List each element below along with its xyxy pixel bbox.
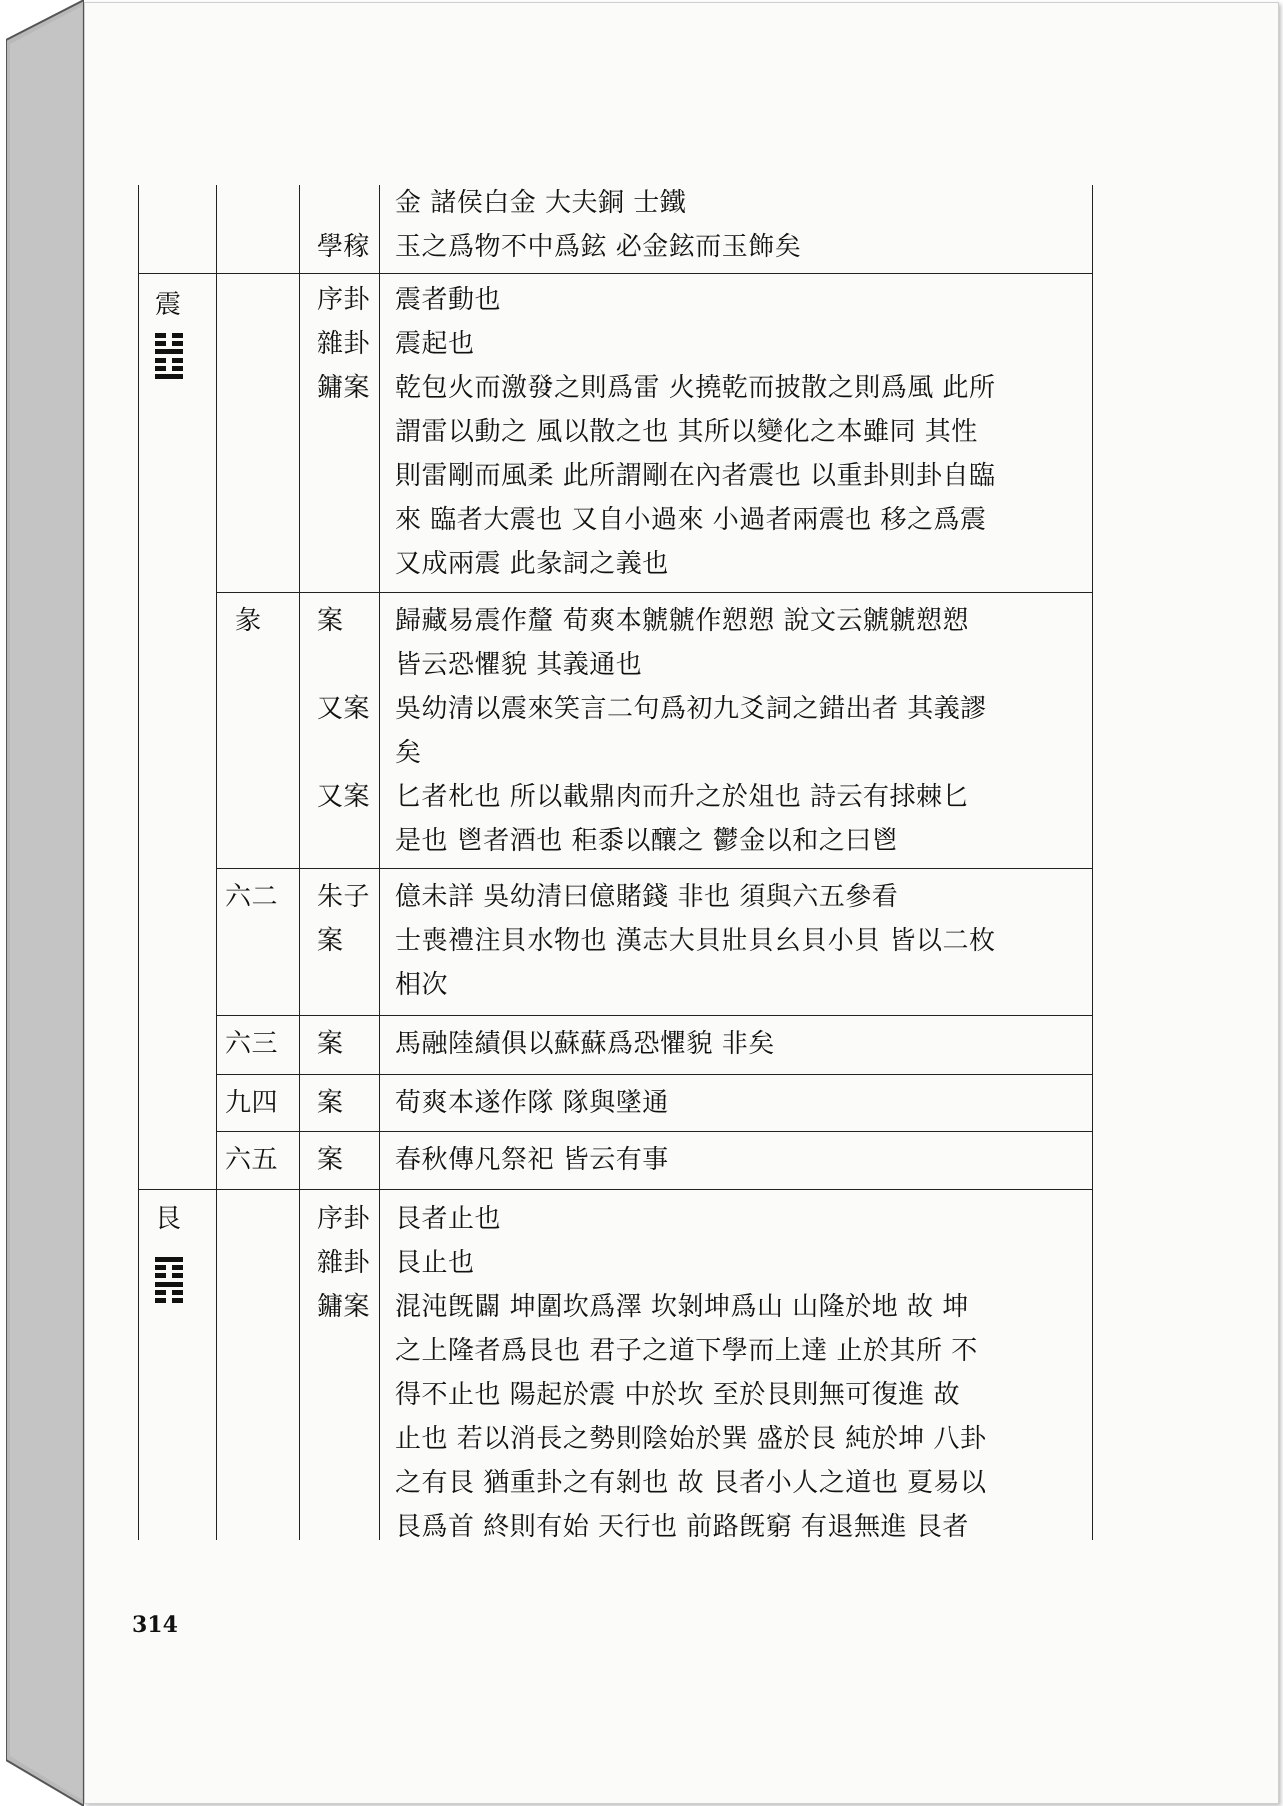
line-label-liuwu: 六五	[225, 1145, 279, 1175]
label-line: 序卦	[317, 285, 371, 315]
hexagram-gen-icon	[155, 1257, 183, 1303]
label-line: 案	[317, 926, 344, 956]
tuan-labels	[317, 599, 370, 819]
text-line: 乾包火而激發之則爲雷 火撓乾而披散之則爲風 此所	[395, 373, 996, 403]
liusan-text: 馬融陸績俱以蘇蘇爲恐懼貌 非矣	[395, 1029, 775, 1059]
text-line: 金 諸侯白金 大夫銅 士鐵	[395, 188, 687, 218]
gen-head-labels	[317, 1197, 370, 1329]
row-rule	[216, 1015, 1092, 1016]
label-line: 朱子	[317, 882, 371, 912]
text-line: 來 臨者大震也 又自小過來 小過者兩震也 移之爲震	[395, 505, 987, 535]
row-rule	[216, 592, 1092, 593]
text-line: 得不止也 陽起於震 中於坎 至於艮則無可復進 故	[395, 1380, 961, 1410]
label-line: 鏞案	[317, 1292, 371, 1322]
jiusi-label: 案	[317, 1088, 344, 1118]
column-divider	[379, 185, 380, 1540]
text-line: 又成兩震 此彖詞之義也	[395, 549, 669, 579]
text-line: 則雷剛而風柔 此所謂剛在內者震也 以重卦則卦自臨	[395, 461, 996, 491]
liuwu-text: 春秋傳凡祭祀 皆云有事	[395, 1145, 669, 1175]
zhen-head-labels	[317, 278, 370, 410]
text-line: 之有艮 猶重卦之有剝也 故 艮者小人之道也 夏易以	[395, 1468, 987, 1498]
row-rule	[216, 1074, 1092, 1075]
line-label-liuer: 六二	[225, 882, 279, 912]
hexagram-name-zhen: 震	[155, 290, 182, 320]
label-line: 鏞案	[317, 373, 371, 403]
text-line: 矣	[395, 738, 422, 768]
column-divider	[299, 185, 300, 1540]
text-line: 止也 若以消長之勢則陰始於巽 盛於艮 純於坤 八卦	[395, 1424, 987, 1454]
label-line: 雜卦	[317, 329, 371, 359]
label-line	[317, 731, 370, 775]
text-line: 皆云恐懼貌 其義通也	[395, 650, 643, 680]
label-line: 又案	[317, 782, 371, 812]
line-label-jiusi: 九四	[225, 1088, 279, 1118]
text-line: 玉之爲物不中爲鉉 必金鉉而玉飾矣	[395, 232, 802, 262]
line-label-liusan: 六三	[225, 1029, 279, 1059]
jiusi-text: 荀爽本遂作隊 隊與墜通	[395, 1088, 669, 1118]
tuan-text	[395, 599, 987, 863]
hexagram-name-gen: 艮	[155, 1204, 182, 1234]
text-line: 相次	[395, 970, 449, 1000]
text-line: 震起也	[395, 329, 475, 359]
gen-head-text	[395, 1197, 987, 1549]
text-line: 艮者止也	[395, 1204, 502, 1234]
label-line: 雜卦	[317, 1248, 371, 1278]
label-line	[317, 643, 370, 687]
text-line: 吳幼清以震來笑言二句爲初九爻詞之錯出者 其義謬	[395, 694, 987, 724]
continuation-text	[395, 181, 801, 269]
text-line: 艮止也	[395, 1248, 475, 1278]
row-rule	[139, 1189, 1092, 1190]
text-line: 億未詳 吳幼清曰億賭錢 非也 須與六五參看	[395, 882, 899, 912]
liuer-text	[395, 875, 996, 1007]
row-rule	[216, 868, 1092, 869]
row-rule	[216, 1131, 1092, 1132]
text-line: 士喪禮注貝水物也 漢志大貝壯貝幺貝小貝 皆以二枚	[395, 926, 996, 956]
text-line: 震者動也	[395, 285, 502, 315]
hexagram-zhen-icon	[155, 333, 183, 379]
label-line: 又案	[317, 694, 371, 724]
text-line: 歸藏易震作釐 荀爽本虩虩作愬愬 說文云虩虩愬愬	[395, 606, 970, 636]
zhen-head-text	[395, 278, 996, 586]
text-line: 艮爲首 終則有始 天行也 前路旣窮 有退無進 艮者	[395, 1512, 969, 1542]
column-divider	[216, 185, 217, 1540]
page-number: 314	[132, 1612, 178, 1638]
commentary-table	[138, 185, 1093, 1540]
liusan-label: 案	[317, 1029, 344, 1059]
liuer-labels	[317, 875, 370, 963]
book-side-edge	[6, 0, 84, 1806]
liuwu-label: 案	[317, 1145, 344, 1175]
text-line: 謂雷以動之 風以散之也 其所以變化之本雖同 其性	[395, 417, 978, 447]
row-rule	[139, 273, 1092, 274]
text-line: 是也 鬯者酒也 秬黍以釀之 鬱金以和之曰鬯	[395, 826, 899, 856]
text-line: 混沌旣闢 坤圍坎爲澤 坎剝坤爲山 山隆於地 故 坤	[395, 1292, 969, 1322]
text-line: 之上隆者爲艮也 君子之道下學而上達 止於其所 不	[395, 1336, 978, 1366]
text-line: 匕者朼也 所以載鼎肉而升之於俎也 詩云有捄棘匕	[395, 782, 970, 812]
label-line: 案	[317, 606, 344, 636]
line-label-tuan: 彖	[235, 606, 262, 636]
label-line: 序卦	[317, 1204, 371, 1234]
continuation-label: 學稼	[317, 232, 371, 262]
